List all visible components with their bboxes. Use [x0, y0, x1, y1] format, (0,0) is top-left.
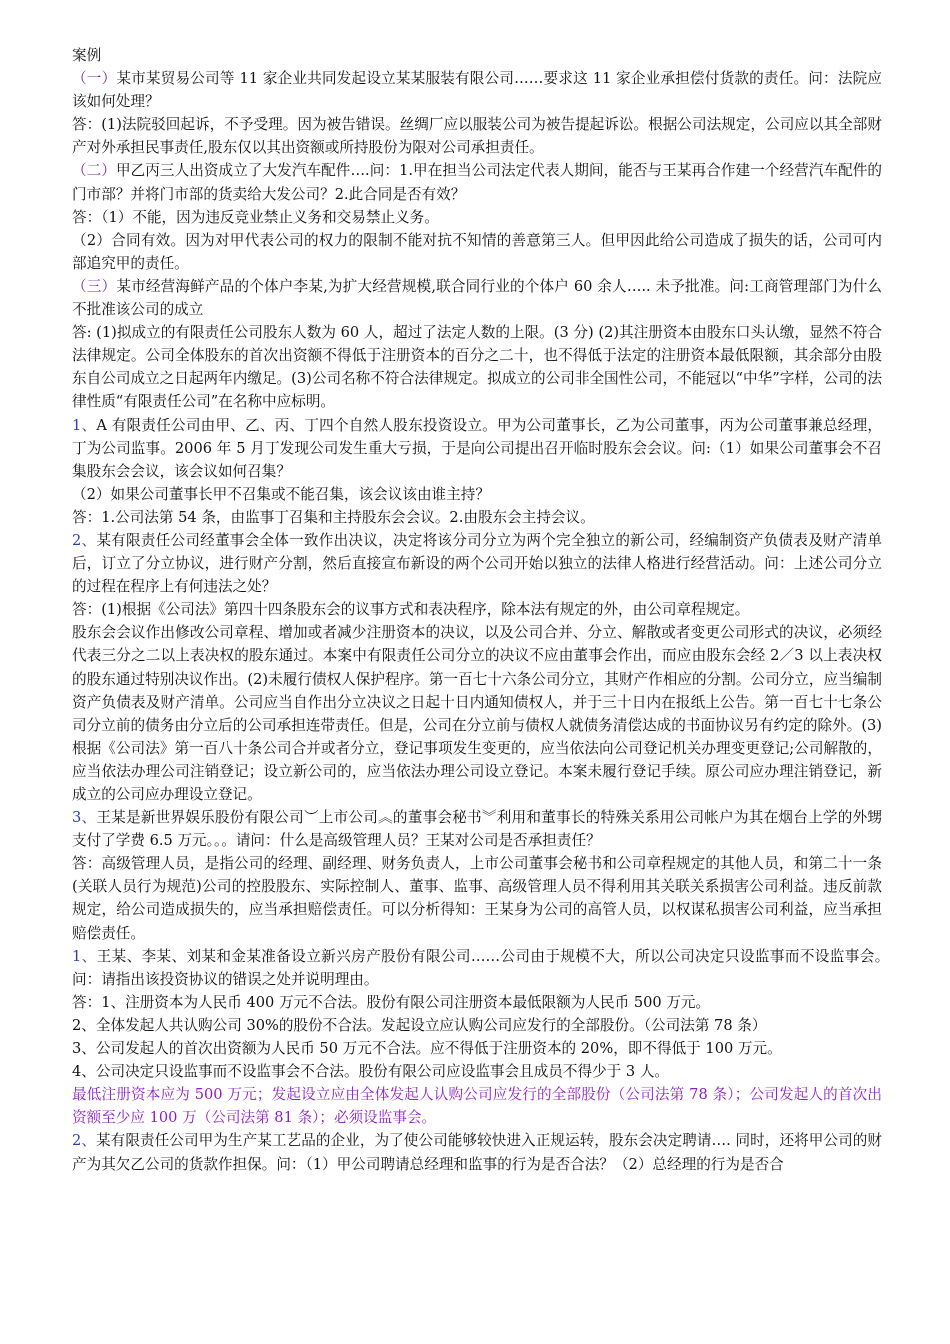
- paragraph-text: 答：1、注册资本为人民币 400 万元不合法。股份有限公司注册资本最低限额为人民币 500 万元。: [72, 993, 711, 1011]
- case-2-answer-2: [72, 229, 882, 275]
- paragraph-text: 某市某贸易公司等 11 家企业共同发起设立某某服装有限公司……要求这 11 家企业承担偿付货款的责任。问：法院应该如何处理？: [72, 70, 882, 111]
- question-number: 1、: [72, 947, 97, 965]
- question-a2: [72, 529, 882, 598]
- case-3-question: [72, 275, 882, 321]
- paragraph-text: 答：高级管理人员，是指公司的经理、副经理、财务负责人，上市公司董事会秘书和公司章程规定的其他人员，和第二十一条(关联人员行为规范)公司的控股股东、实际控制人、董事、监事、高级管理人员不得利用其关联关系损害公司利益。违反前款规定，给公司造成损失的，应当承担赔偿责任。可以分析得知：王某身为公司的高管人员，以权谋私损害公司利益，应当承担赔偿责任。: [72, 855, 882, 942]
- case-1-question: [72, 67, 882, 113]
- answer-a2: [72, 598, 882, 621]
- question-a3: [72, 806, 882, 852]
- answer-b1-2: [72, 1014, 882, 1037]
- question-number: 1、: [72, 416, 97, 434]
- question-a1: [72, 414, 882, 483]
- paragraph-text: 4、公司决定只设监事而不设监事会不合法。股份有限公司应设监事会且成员不得少于 3 人。: [72, 1063, 670, 1081]
- paragraph-text: 股东会会议作出修改公司章程、增加或者减少注册资本的决议，以及公司合并、分立、解散或者变更公司形式的决议，必须经代表三分之二以上表决权的股东通过。本案中有限责任公司分立的决议不应由董事会作出，而应由股东会经 2／3 以上表决权的股东通过特别决议作出。(2)未履行债权人保护程序。第一百七十六条公司分立，其财产作相应的分割。公司分立，应当编制资产负债表及财产清单。公司应当自作出分立决议之日起十日内通知债权人，并于三十日内在报纸上公告。第一百七十七条公司分立前的债务由分立后的公司承担连带责任。但是，公司在分立前与债权人就债务清偿达成的书面协议另有约定的除外。(3)根据《公司法》第一百八十条公司合并或者分立，登记事项发生变更的，应当依法向公司登记机关办理变更登记;公司解散的，应当依法办理公司注销登记；设立新公司的，应当依法办理公司设立登记。本案未履行登记手续。原公司应办理注销登记，新成立的公司应办理设立登记。: [72, 624, 882, 803]
- case-lead: （二）: [72, 162, 116, 180]
- answer-a3: [72, 852, 882, 944]
- paragraph-text: 答：（1）不能，因为违反竞业禁止义务和交易禁止义务。: [72, 208, 439, 226]
- document-title: 案例: [72, 47, 102, 64]
- question-number: 2、: [72, 1132, 97, 1150]
- paragraph-text: （2）合同有效。因为对甲代表公司的权力的限制不能对抗不知情的善意第三人。但甲因此给公司造成了损失的话，公司可内部追究甲的责任。: [72, 231, 882, 272]
- answer-b1-3: [72, 1037, 882, 1060]
- paragraph-text: 某市经营海鲜产品的个体户李某,为扩大经营规模,联合同行业的个体户 60 余人….. 未予批准。问:工商管理部门为什么不批准该公司的成立: [72, 277, 882, 319]
- paragraph-text: 王某、李某、刘某和金某准备设立新兴房产股份有限公司……公司由于规模不大，所以公司决定只设监事而不设监事会。 问：请指出该投资协议的错误之处并说明理由。: [72, 947, 912, 988]
- answer-a2-detail: [72, 621, 882, 806]
- paragraph-text: 答：1.公司法第 54 条，由监事丁召集和主持股东会会议。2.由股东会主持会议。: [72, 508, 595, 526]
- case-lead: （一）: [72, 70, 117, 88]
- case-lead: （三）: [72, 277, 117, 295]
- case-1-answer: [72, 113, 882, 159]
- case-3-answer: [72, 321, 882, 413]
- paragraph-text: （2）如果公司董事长甲不召集或不能召集，该会议该由谁主持？: [72, 485, 490, 503]
- answer-b1-4: [72, 1060, 882, 1083]
- answer-a1: [72, 506, 882, 529]
- answer-b1-1: [72, 991, 882, 1014]
- paragraph-text: A 有限责任公司由甲、乙、丙、丁四个自然人股东投资设立。甲为公司董事长，乙为公司董事，丙为公司董事兼总经理，丁为公司监事。2006 年 5 月丁发现公司发生重大亏损，于是向公司提出召开临时股东会会议。问:（1）如果公司董事会不召集股东会会议，该会议如何召集？: [72, 416, 882, 480]
- paragraph-text: 王某是新世界娱乐股份有限公司︶上市公司︽的董事会秘书︾利用和董事长的特殊关系用公司帐户为其在烟台上学的外甥支付了学费 6.5 万元。。。请问：什么是高级管理人员？王某对公司是否承担责任？: [72, 809, 882, 850]
- paragraph-text: 最低注册资本应为 500 万元；发起设立应由全体发起人认购公司应发行的全部股份（公司法第 78 条）；公司发起人的首次出资额至少应 100 万（公司法第 81 条）；必须设监事会。: [72, 1086, 882, 1127]
- case-2-answer-1: [72, 206, 882, 229]
- question-number: 2、: [72, 531, 97, 549]
- answer-b1-summary-note: [72, 1083, 882, 1129]
- question-b2: [72, 1129, 882, 1175]
- question-b1: [72, 945, 912, 991]
- question-a1-part2: [72, 483, 882, 506]
- paragraph-text: 3、公司发起人的首次出资额为人民币 50 万元不合法。应不得低于注册资本的 20%，即不得低于 100 万元。: [72, 1040, 782, 1058]
- question-number: 3、: [72, 809, 97, 827]
- paragraph-text: 某有限责任公司甲为生产某工艺品的企业，为了使公司能够较快进入正规运转，股东会决定聘请…. 同时，还将甲公司的财产为其欠乙公司的货款作担保。问：（1）甲公司聘请总经理和监事的行为是否合法？（2）总经理的行为是否合: [72, 1132, 882, 1173]
- paragraph-text: 答：(1)根据《公司法》第四十四条股东会的议事方式和表决程序，除本法有规定的外，由公司章程规定。: [72, 601, 750, 619]
- paragraph-text: 2、全体发起人共认购公司 30%的股份不合法。发起设立应认购公司应发行的全部股份。（公司法第 78 条）: [72, 1016, 767, 1034]
- paragraph-text: 甲乙丙三人出资成立了大发汽车配件….问：1.甲在担当公司法定代表人期间，能否与王某再合作建一个经营汽车配件的门市部？并将门市部的货卖给大发公司？2.此合同是否有效？: [72, 162, 882, 203]
- paragraph-text: 某有限责任公司经董事会全体一致作出决议，决定将该分司分立为两个完全独立的新公司，经编制资产负债表及财产清单后，订立了分立协议，进行财产分割，然后直接宣布新设的两个公司开始以独立的法律人格进行经营活动。问：上述公司分立的过程在程序上有何违法之处？: [72, 531, 882, 596]
- paragraph-text: 答: (1)拟成立的有限责任公司股东人数为 60 人，超过了法定人数的上限。(3 分) (2)其注册资本由股东口头认缴，显然不符合法律规定。公司全体股东的首次出资额不得低于注册资本的百分之二十，也不得低于法定的注册资本最低限额，其余部分由股东自公司成立之日起两年内缴足。(3)公司名称不符合法律规定。拟成立的公司非全国性公司，不能冠以“中华”字样，公司的法律性质“有限责任公司”在名称中应标明。: [72, 324, 882, 411]
- case-2-question: [72, 159, 882, 205]
- paragraph-text: 答：(1)法院驳回起诉，不予受理。因为被告错误。丝绸厂应以服装公司为被告提起诉讼。根据公司法规定，公司应以其全部财产对外承担民事责任,股东仅以其出资额或所持股份为限对公司承担责任。: [72, 116, 882, 157]
